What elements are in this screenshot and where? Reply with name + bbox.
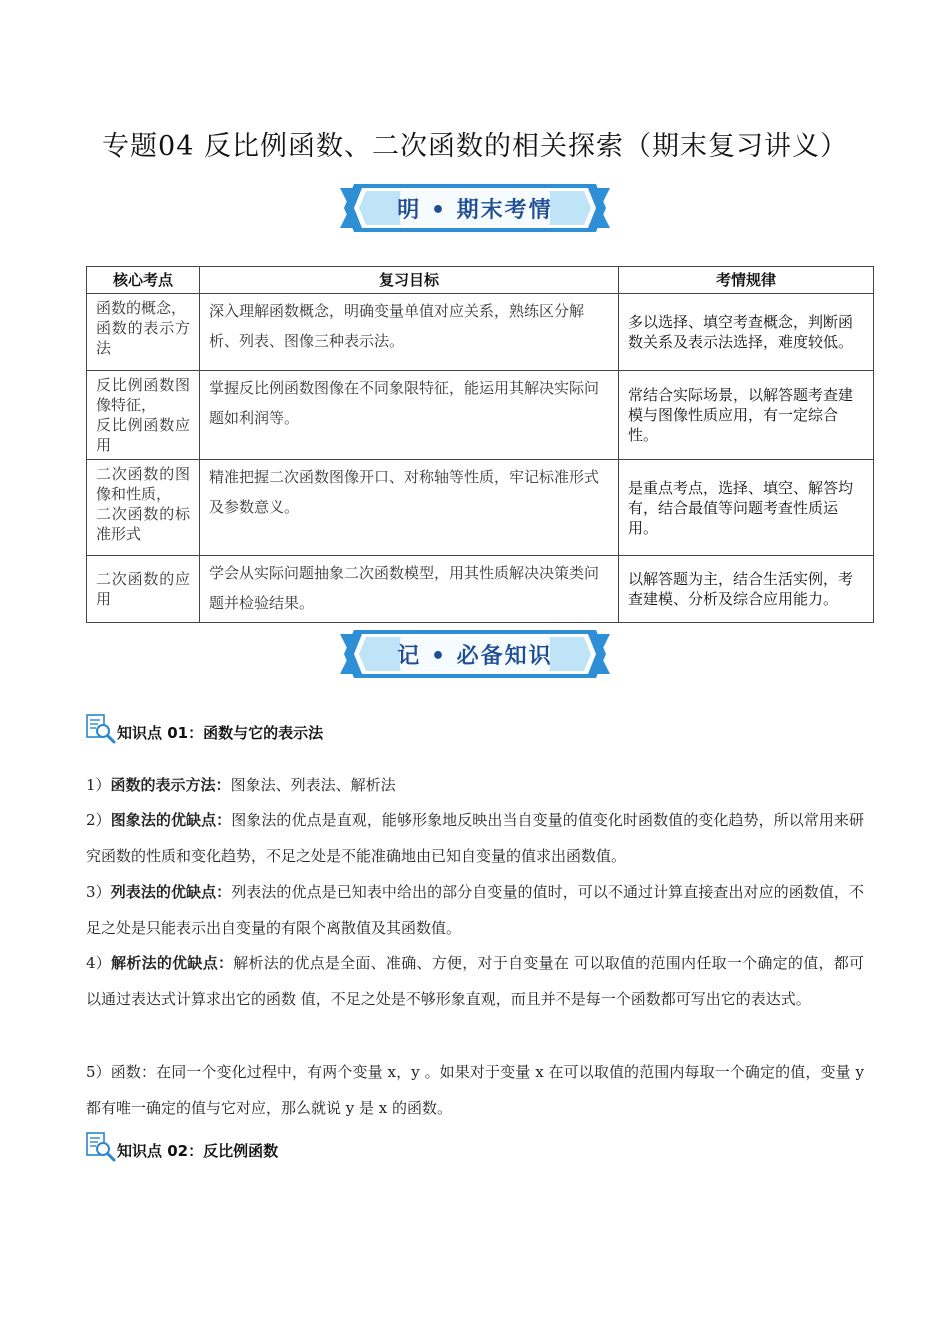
table-row: [87, 460, 874, 556]
paragraph: [86, 767, 864, 803]
paragraph-text: 解析法的优点是全面、准确、方便，对于自变量在 可以取值的范围内任取一个确定的值，都可以通过表达式计算求出它的函数 值，不足之处是不够形象直观，而且并不是每一个函数都可写出它的表达式。: [86, 954, 865, 1008]
magnifier-document-icon: [86, 714, 116, 744]
paragraph-term: 函数的表示方法：: [110, 776, 231, 794]
table-cell-pattern: 多以选择、填空考查概念，判断函数关系及表示法选择，难度较低。: [619, 294, 874, 371]
paragraph-text: 列表法的优点是已知表中给出的部分自变量的值时，可以不通过计算直接查出对应的函数值，不足之处是只能表示出自变量的有限个离散值及其函数值。: [86, 883, 864, 937]
table-header-row: [87, 267, 874, 294]
table-row: [87, 294, 874, 371]
table-cell-topic: [87, 556, 200, 623]
table-cell-goal: 掌握反比例函数图像在不同象限特征，能运用其解决实际问题如利润等。: [200, 371, 619, 460]
table-cell-topic: [87, 294, 200, 371]
paragraph-number: 2）: [86, 811, 111, 829]
paragraph-text: 函数：在同一个变化过程中，有两个变量 x，y 。如果对于变量 x 在可以取值的范围内每取一个确定的值，变量 y 都有唯一确定的值与它对应，那么就说 y 是 x 的函数。: [86, 1063, 865, 1117]
table-cell-goal: 精准把握二次函数图像开口、对称轴等性质，牢记标准形式及参数意义。: [200, 460, 619, 556]
table-header-topic: 核心考点: [87, 267, 200, 294]
table-cell-goal: 深入理解函数概念，明确变量单值对应关系，熟练区分解析、列表、图像三种表示法。: [200, 294, 619, 371]
table-cell-pattern: 是重点考点，选择、填空、解答均有，结合最值等问题考查性质运用。: [619, 460, 874, 556]
paragraph: [86, 802, 864, 874]
table-row: [87, 371, 874, 460]
paragraph-number: 4）: [86, 954, 112, 972]
paragraph-text: 图象法、列表法、解析法: [230, 776, 396, 794]
paragraph-term: 图象法的优缺点：: [110, 811, 232, 829]
topic-text: 二次函数的图像和性质， 二次函数的标准形式: [96, 465, 190, 543]
paragraph: [86, 1054, 864, 1126]
exam-banner: [340, 182, 610, 234]
exam-banner-label: 明 • 期末考情: [397, 198, 553, 223]
table-cell-topic: [87, 371, 200, 460]
topic-text: 反比例函数图像特征， 反比例函数应用: [96, 376, 190, 454]
table-header-pattern: 考情规律: [619, 267, 874, 294]
topic-text: 函数的概念， 函数的表示方法: [96, 299, 190, 357]
review-table: [86, 266, 874, 623]
knowledge-point-label: 知识点 02：反比例函数: [117, 1142, 279, 1160]
knowledge-banner: [340, 628, 610, 680]
table-cell-pattern: 以解答题为主，结合生活实例，考查建模、分析及综合应用能力。: [619, 556, 874, 623]
magnifier-document-icon: [86, 1132, 116, 1162]
paragraph: [86, 945, 864, 1017]
knowledge-point-label: 知识点 01：函数与它的表示法: [117, 724, 324, 742]
table-cell-topic: [87, 460, 200, 556]
paragraph-number: 1）: [86, 776, 111, 794]
table-row: [87, 556, 874, 623]
paragraph-term: 解析法的优缺点：: [111, 954, 234, 972]
paragraph-term: 列表法的优缺点：: [110, 883, 232, 901]
paragraph-text: 图象法的优点是直观，能够形象地反映出当自变量的值变化时函数值的变化趋势，所以常用来研究函数的性质和变化趋势，不足之处是不能准确地由已知自变量的值求出函数值。: [86, 811, 864, 865]
page-title: 专题04 反比例函数、二次函数的相关探索（期末复习讲义）: [102, 131, 848, 162]
table-cell-goal: 学会从实际问题抽象二次函数模型，用其性质解决决策类问题并检验结果。: [200, 556, 619, 623]
topic-text: 二次函数的应用: [96, 570, 190, 608]
paragraph-number: 3）: [86, 883, 111, 901]
knowledge-banner-label: 记 • 必备知识: [397, 644, 553, 669]
paragraph: [86, 874, 864, 946]
table-cell-pattern: 常结合实际场景，以解答题考查建模与图像性质应用，有一定综合性。: [619, 371, 874, 460]
table-header-goal: 复习目标: [200, 267, 619, 294]
paragraph-number: 5）: [86, 1063, 111, 1081]
